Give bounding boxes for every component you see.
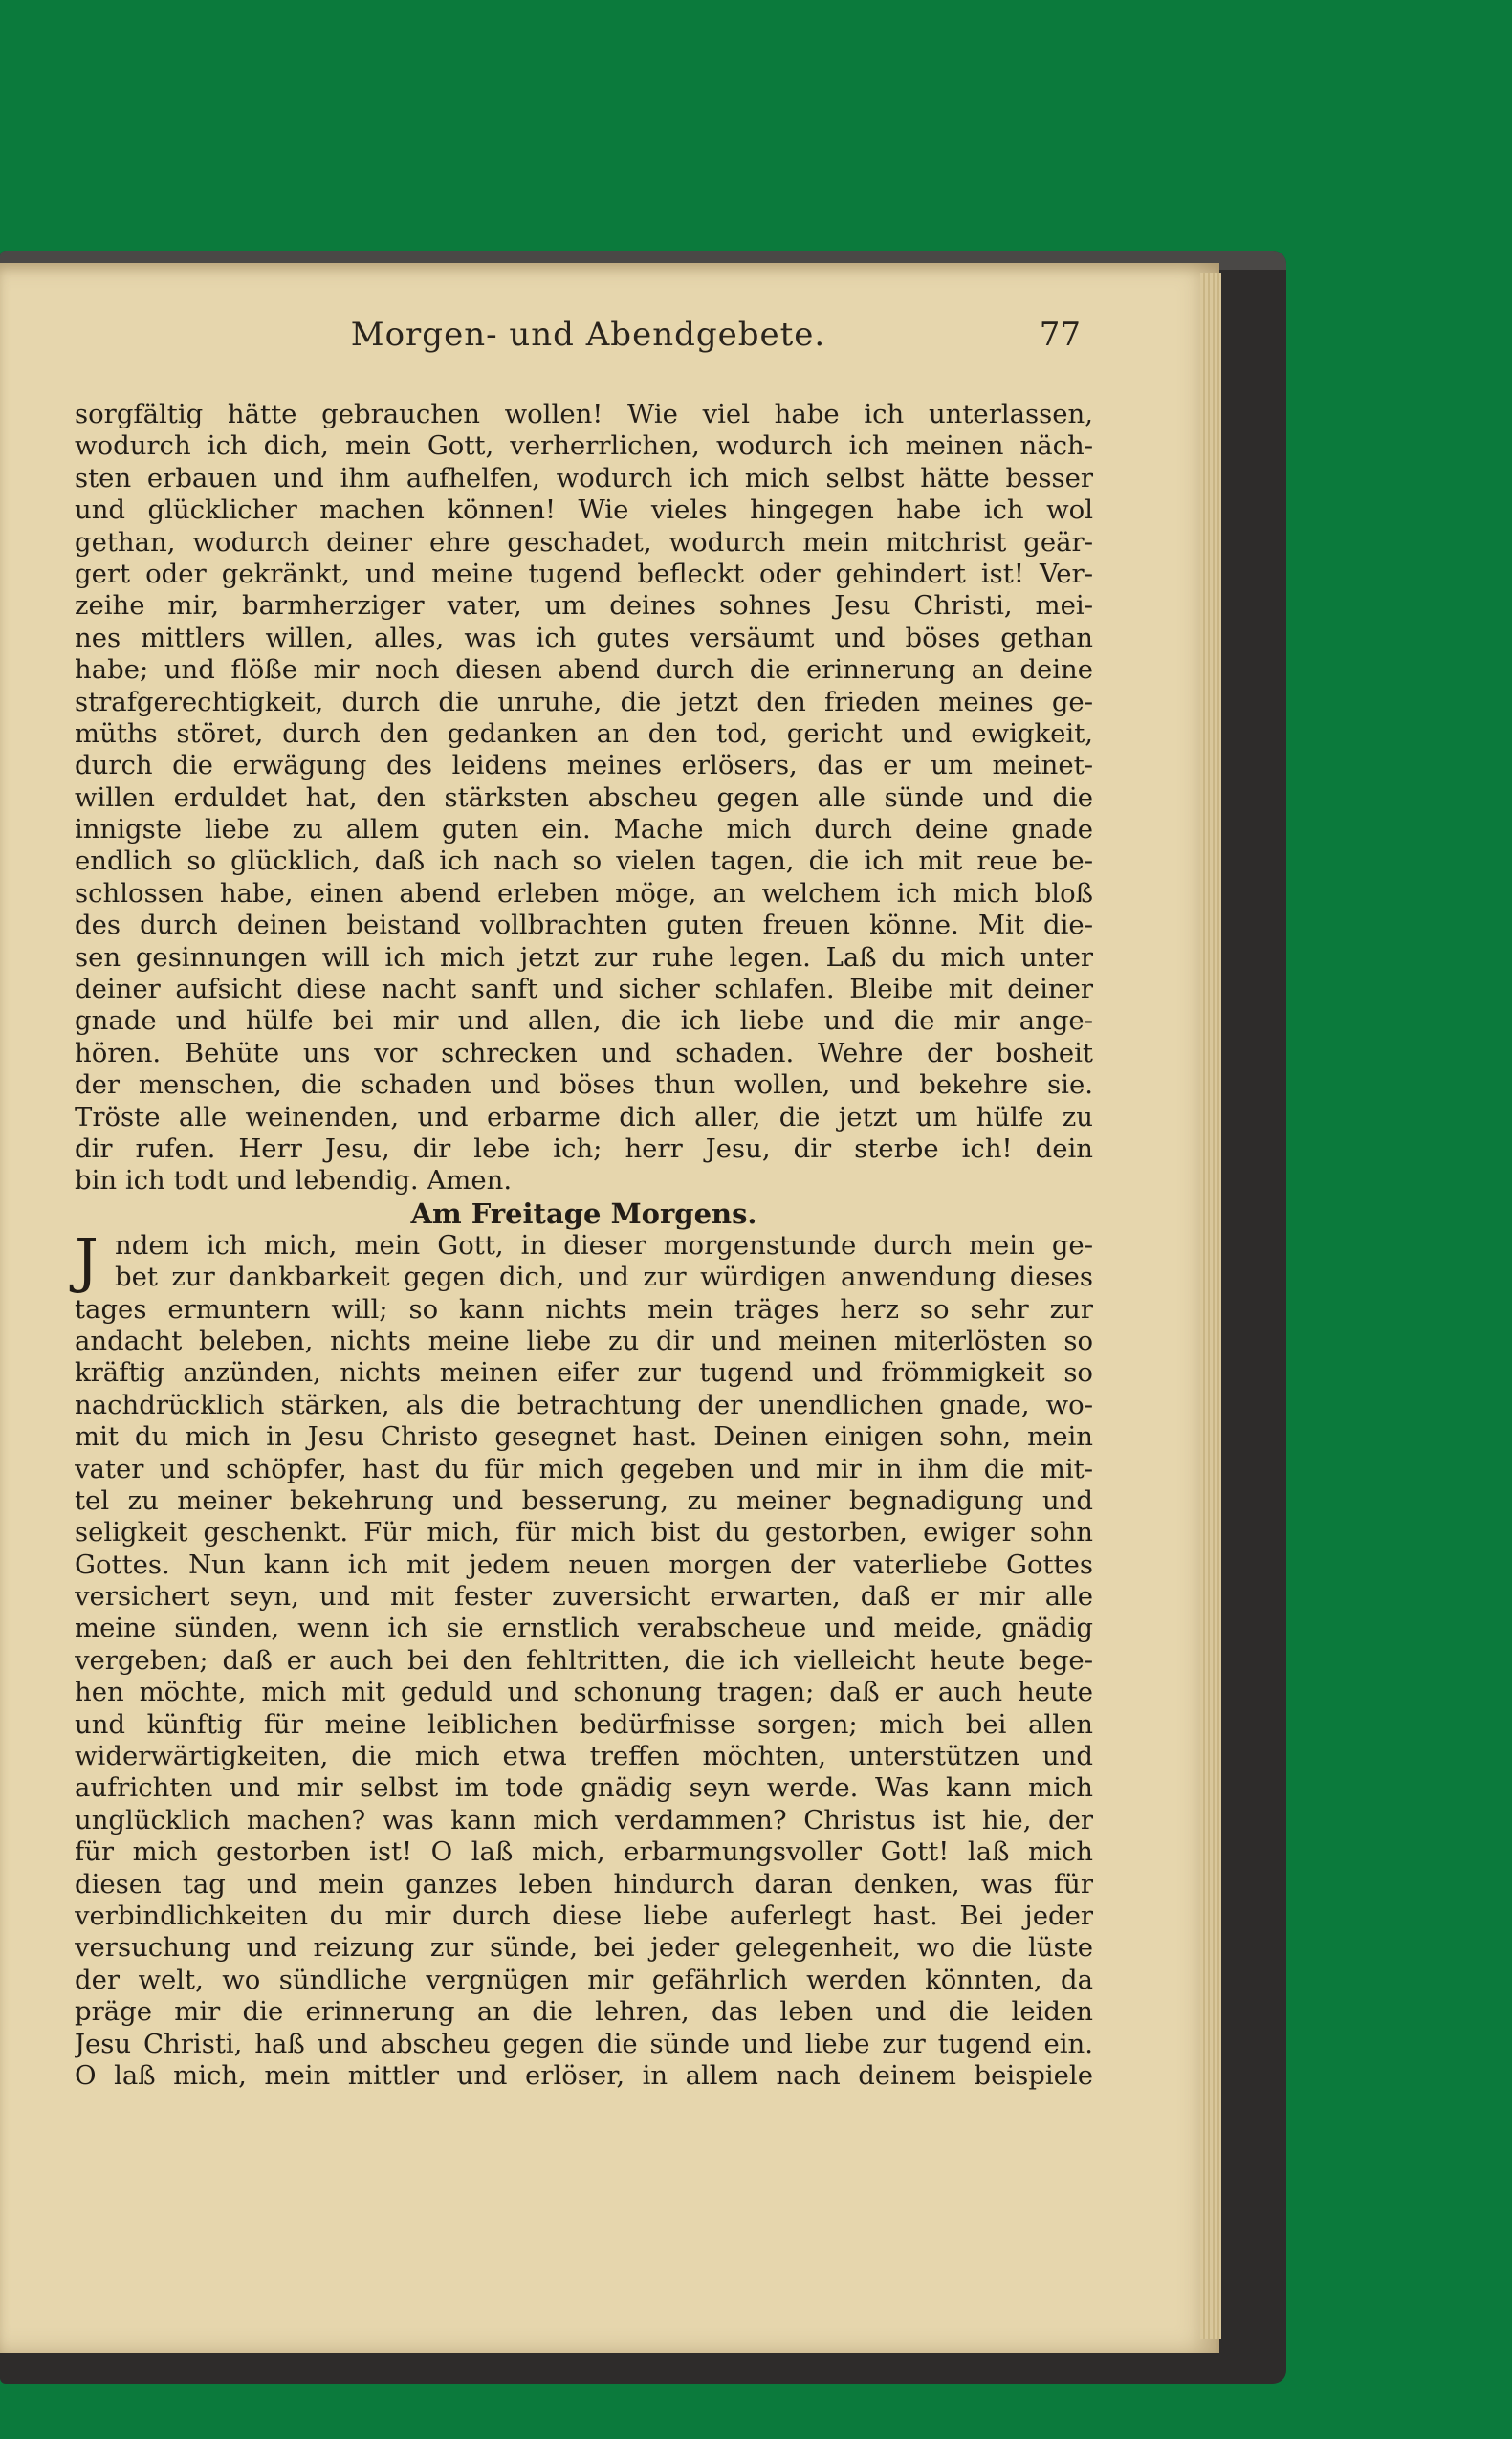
drop-cap-lines [75,1224,1093,1295]
text-line: gnade und hülfe bei mir und allen, die ich liebe und die mir ange- [75,1005,1093,1037]
text-line: Gottes. Nun kann ich mit jedem neuen morgen der vaterliebe Gottes [75,1549,1093,1580]
text-line: widerwärtigkeiten, die mich etwa treffen möchten, unterstützen und [75,1741,1093,1772]
text-line: diesen tag und mein ganzes leben hindurch daran denken, was für [75,1868,1093,1900]
page-text [75,399,1093,2092]
text-line: der welt, wo sündliche vergnügen mir gefährlich werden könnten, da [75,1964,1093,1995]
text-line: tel zu meiner bekehrung und besserung, zu meiner begnadigung und [75,1484,1093,1516]
text-line: sorgfältig hätte gebrauchen wollen! Wie viel habe ich unterlassen, [75,399,1093,429]
text-line: endlich so glücklich, daß ich nach so vielen tagen, die ich mit reue be- [75,846,1093,877]
text-line: durch die erwägung des leidens meines erlösers, das er um meinet- [75,750,1093,781]
section-heading: Am Freitage Morgens. [410,1197,757,1230]
text-line: verbindlichkeiten du mir durch diese liebe auferlegt hast. Bei jeder [75,1900,1093,1931]
text-line: meine sünden, wenn ich sie ernstlich verabscheue und meide, gnädig [75,1613,1093,1644]
page-edges [1200,273,1221,2339]
text-line: nachdrücklich stärken, als die betrachtung der unendlichen gnade, wo- [75,1389,1093,1420]
text-line: schlossen habe, einen abend erleben möge, an welchem ich mich bloß [75,877,1093,909]
text-line: versichert seyn, und mit fester zuversicht erwarten, daß er mir alle [75,1581,1093,1613]
text-line: vergeben; daß er auch bei den fehltritten, die ich vielleicht heute bege- [75,1644,1093,1676]
text-line: unglücklich machen? was kann mich verdammen? Christus ist hie, der [75,1804,1093,1835]
text-line: deiner aufsicht diese nacht sanft und sicher schlafen. Bleibe mit deiner [75,974,1093,1005]
text-line: aufrichten und mir selbst im tode gnädig seyn werde. Was kann mich [75,1772,1093,1804]
text-line: müths störet, durch den gedanken an den tod, gericht und ewigkeit, [75,717,1093,749]
text-line: kräftig anzünden, nichts meinen eifer zur tugend und frömmigkeit so [75,1357,1093,1389]
text-line: des durch deinen beistand vollbrachten guten freuen könne. Mit die- [75,910,1093,941]
text-line: sten erbauen und ihm aufhelfen, wodurch ich mich selbst hätte besser [75,462,1093,494]
text-line: versuchung und reizung zur sünde, bei jeder gelegenheit, wo die lüste [75,1932,1093,1964]
text-line: und künftig für meine leiblichen bedürfnisse sorgen; mich bei allen [75,1708,1093,1740]
text-line: andacht beleben, nichts meine liebe zu dir und meinen miterlösten so [75,1325,1093,1356]
text-line: wodurch ich dich, mein Gott, verherrlichen, wodurch ich meinen näch- [75,430,1093,462]
text-line: und glücklicher machen können! Wie vieles hingegen habe ich wol [75,494,1093,526]
page-number: 77 [1039,316,1081,354]
text-line: gethan, wodurch deiner ehre geschadet, wodurch mein mitchrist geär- [75,526,1093,558]
friday-morning-prayer [75,1224,1093,2093]
prayer-body [75,1294,1093,2093]
text-line: Jesu Christi, haß und abscheu gegen die sünde und liebe zur tugend ein. [75,2028,1093,2059]
text-line: zeihe mir, barmherziger vater, um deines sohnes Jesu Christi, mei- [75,590,1093,622]
drop-cap: J [75,1224,99,1295]
text-line: innigste liebe zu allem guten ein. Mache mich durch deine gnade [75,814,1093,846]
text-line: präge mir die erinnerung an die lehren, das leben und die leiden [75,1996,1093,2028]
text-line: seligkeit geschenkt. Für mich, für mich bist du gestorben, ewiger sohn [75,1517,1093,1549]
text-line: hören. Behüte uns vor schrecken und schaden. Wehre der bosheit [75,1037,1093,1068]
text-line: mit du mich in Jesu Christo gesegnet hast. Deinen einigen sohn, mein [75,1421,1093,1453]
page-header [96,316,1081,363]
text-line: dir rufen. Herr Jesu, dir lebe ich; herr Jesu, dir sterbe ich! dein [75,1132,1093,1164]
text-line: tages ermuntern will; so kann nichts mein träges herz so sehr zur [75,1293,1093,1325]
text-line: für mich gestorben ist! O laß mich, erbarmungsvoller Gott! laß mich [75,1836,1093,1868]
text-line: vater und schöpfer, hast du für mich gegeben und mir in ihm die mit- [75,1453,1093,1484]
text-line: strafgerechtigkeit, durch die unruhe, die jetzt den frieden meines ge- [75,686,1093,717]
evening-prayer-end [75,399,1093,1198]
text-line: der menschen, die schaden und böses thun wollen, und bekehre sie. [75,1069,1093,1101]
text-line: nes mittlers willen, alles, was ich gutes versäumt und böses gethan [75,622,1093,653]
text-line: sen gesinnungen will ich mich jetzt zur ruhe legen. Laß du mich unter [75,941,1093,973]
text-line: habe; und flöße mir noch diesen abend durch die erinnerung an deine [75,654,1093,686]
text-line: gert oder gekränkt, und meine tugend befleckt oder gehindert ist! Ver- [75,558,1093,589]
text-line: willen erduldet hat, den stärksten abscheu gegen alle sünde und die [75,781,1093,813]
text-line: hen möchte, mich mit geduld und schonung tragen; daß er auch heute [75,1677,1093,1708]
running-title: Morgen- und Abendgebete. [350,316,826,354]
text-line: O laß mich, mein mittler und erlöser, in allem nach deinem beispiele [75,2059,1093,2091]
text-line: Tröste alle weinenden, und erbarme dich aller, die jetzt um hülfe zu [75,1101,1093,1132]
text-line: bet zur dankbarkeit gegen dich, und zur würdigen anwendung dieses [115,1262,1093,1293]
text-line: bin ich todt und lebendig. Amen. [75,1165,513,1197]
text-line: ndem ich mich, mein Gott, in dieser morgenstunde durch mein ge- [115,1229,1093,1261]
